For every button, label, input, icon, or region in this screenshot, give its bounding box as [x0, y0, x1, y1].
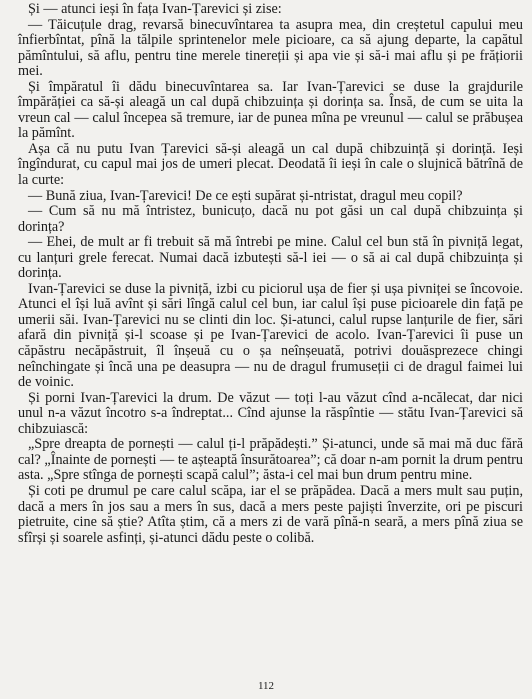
- paragraph: — Bună ziua, Ivan-Țarevici! De ce ești supărat și-ntristat, dragul meu copil?: [28, 187, 463, 204]
- paragraph: — Tăicuțule drag, revarsă binecuvîntarea ta asupra mea, din creștetul capului meu înfierbîntat, pînă la tălpile sprintenelor mele picioare, ca să ajung departe, la capătul pămîntului, să aflu, pentru tine merele tinereții și apa vie și să-i mai aflu și pe frățiorii mei.: [18, 16, 523, 80]
- paragraph: „Spre dreapta de pornești — calul ți-l prăpădești.” Și-atunci, unde să mai mă duc fără cal? „Înainte de pornești — te așteaptă însurătoarea”; că doar n-am pornit la drum pentru asta. „Spre stînga de pornești scapă calul”; ăsta-i cel mai bun drum pentru mine.: [18, 436, 523, 484]
- paragraph: Ivan-Țarevici se duse la pivniță, izbi cu piciorul ușa de fier și ușa pivniței se încovoie. Atunci el își luă avînt și sări lîngă calul cel bun, iar calul își puse picioarele din față pe umerii săi. Ivan-Țarevici nu se clinti din loc. Și-atunci, calul rupse lanțurile de fier, sări afară din pivniță și-l scoase și pe Ivan-Țarevici de acolo. Ivan-Țarevici îi puse un căpăstru necăpăstruit, îl înșeuă cu o șa neînșeuată, potrivi douăsprezece chingi neînchingate și încă una pe deasupra — nu de dragul frumuseții ci de dragul faimei lui de voinic.: [18, 280, 523, 391]
- body-text: [18, 2, 523, 546]
- paragraph: Așa că nu putu Ivan Țarevici să-și aleagă un cal după chibzuință și dorință. Ieși îngîndurat, cu capul mai jos de umeri plecat. Deodată îi ieși în cale o slujnică bătrînă de la curte:: [18, 140, 523, 189]
- paragraph: Și coti pe drumul pe care calul scăpa, iar el se prăpădea. Dacă a mers mult sau puțin, dacă a mers în jos sau a mers în sus, dacă a mers peste pajiști înverzite, ori pe piscuri pietruite, cine să știe? Atîta știm, că a mers zi de vară pînă-n seară, a mers pînă ziua se sfîrși și soarele asfinți, și-atunci dădu peste o colibă.: [18, 482, 523, 546]
- paragraph: Și porni Ivan-Țarevici la drum. De văzut — toți l-au văzut cînd a-ncălecat, dar nici unul n-a văzut încotro s-a îndreptat... Cînd ajunse la răspîntie — stătu Ivan-Țarevici să chibzuiască:: [18, 389, 523, 437]
- page-number: 112: [257, 680, 275, 692]
- paragraph: Și — atunci ieși în fața Ivan-Țarevici și zise:: [28, 1, 282, 17]
- paragraph: Și împăratul îi dădu binecuvîntarea sa. Iar Ivan-Țarevici se duse la grajdurile împărăției ca să-și aleagă un cal după chibzuința și dorința sa. Însă, de cum se uita la vreun cal — calul începea să tremure, iar de punea mîna pe vreunul — calul se prăbușea la pămînt.: [18, 78, 523, 142]
- paragraph: — Ehei, de mult ar fi trebuit să mă întrebi pe mine. Calul cel bun stă în pivniță legat, cu lanțuri grele ferecat. Numai dacă izbutești să-l iei — o să ai cal după chibzuința și dorința.: [18, 234, 523, 282]
- paragraph: — Cum să nu mă întristez, bunicuțo, dacă nu pot găsi un cal după chibzuința și dorința?: [18, 203, 523, 235]
